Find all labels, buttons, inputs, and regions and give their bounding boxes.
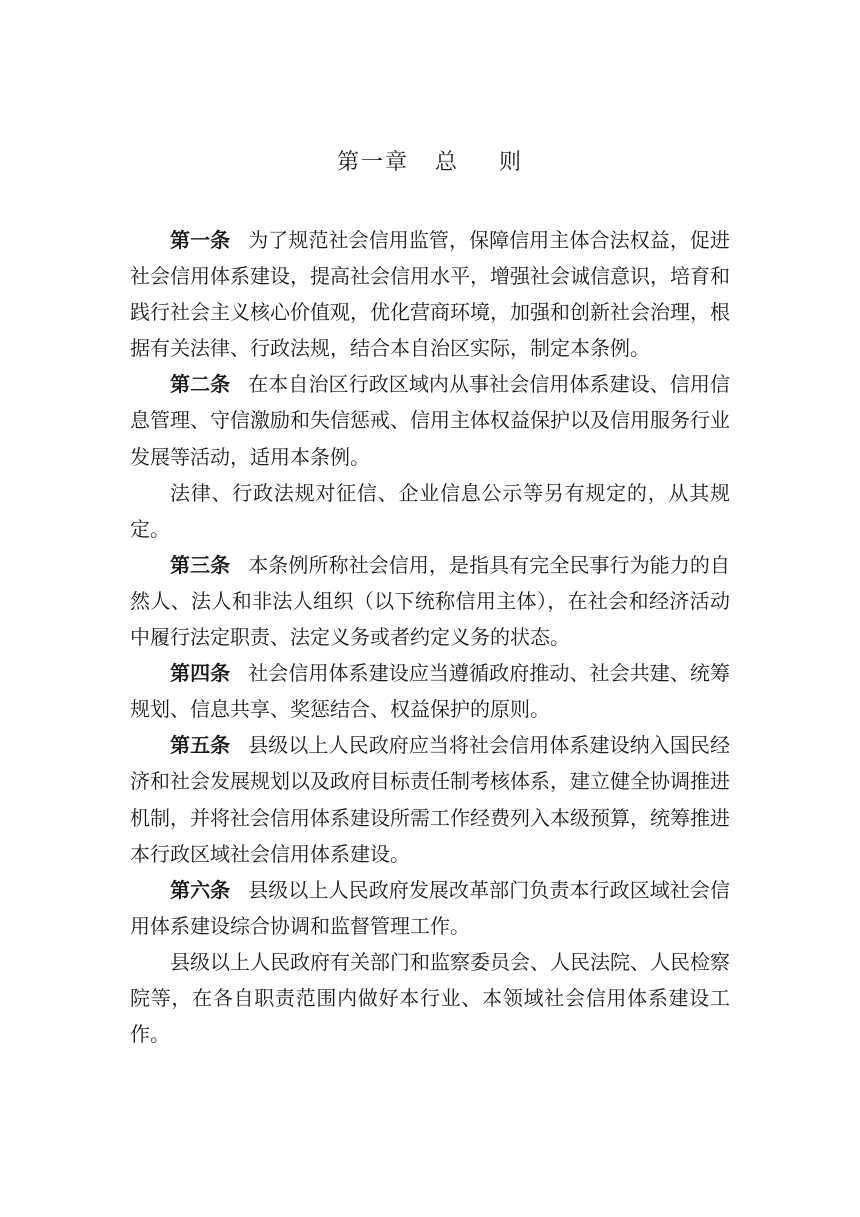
article-text: 在本自治区行政区域内从事社会信用体系建设、信用信息管理、守信激励和失信惩戒、信用主体权益保护以及信用服务行业发展等活动，适用本条例。 [130, 372, 731, 469]
article-paragraph [130, 547, 730, 655]
article-text: 法律、行政法规对征信、企业信息公示等另有规定的，从其规定。 [130, 480, 730, 541]
document-body [130, 222, 730, 1052]
article-paragraph [130, 655, 730, 727]
chapter-name-second: 则 [499, 150, 524, 175]
article-number: 第五条 [170, 733, 231, 758]
chapter-name-first: 总 [434, 150, 459, 175]
chapter-number: 第一章 [336, 150, 409, 175]
article-text: 县级以上人民政府有关部门和监察委员会、人民法院、人民检察院等，在各自职责范围内做好本行业、本领域社会信用体系建设工作。 [130, 949, 730, 1047]
article-number: 第一条 [170, 228, 231, 252]
article-number: 第三条 [170, 552, 231, 577]
article-paragraph [130, 872, 730, 944]
article-paragraph [130, 944, 730, 1052]
article-number: 第六条 [170, 877, 231, 902]
article-text: 县级以上人民政府发展改革部门负责本行政区域社会信用体系建设综合协调和监督管理工作。 [130, 877, 731, 938]
article-text: 社会信用体系建设应当遵循政府推动、社会共建、统筹规划、信息共享、奖惩结合、权益保护的原则。 [130, 661, 731, 722]
article-paragraph [130, 222, 730, 366]
article-text: 为了规范社会信用监管，保障信用主体合法权益，促进社会信用体系建设，提高社会信用水平，增强社会诚信意识，培育和践行社会主义核心价值观，优化营商环境，加强和创新社会治理，根据有关法律、行政法规，结合本自治区实际，制定本条例。 [130, 228, 731, 361]
article-number: 第二条 [170, 372, 231, 397]
article-text: 本条例所称社会信用，是指具有完全民事行为能力的自然人、法人和非法人组织（以下统称信用主体），在社会和经济活动中履行法定职责、法定义务或者约定义务的状态。 [130, 552, 731, 650]
chapter-title [0, 148, 860, 178]
article-paragraph [130, 727, 730, 871]
article-number: 第四条 [170, 661, 231, 686]
article-paragraph [130, 475, 730, 547]
article-paragraph [130, 366, 730, 474]
article-text: 县级以上人民政府应当将社会信用体系建设纳入国民经济和社会发展规划以及政府目标责任制考核体系，建立健全协调推进机制，并将社会信用体系建设所需工作经费列入本级预算，统筹推进本行政区域社会信用体系建设。 [130, 733, 731, 866]
